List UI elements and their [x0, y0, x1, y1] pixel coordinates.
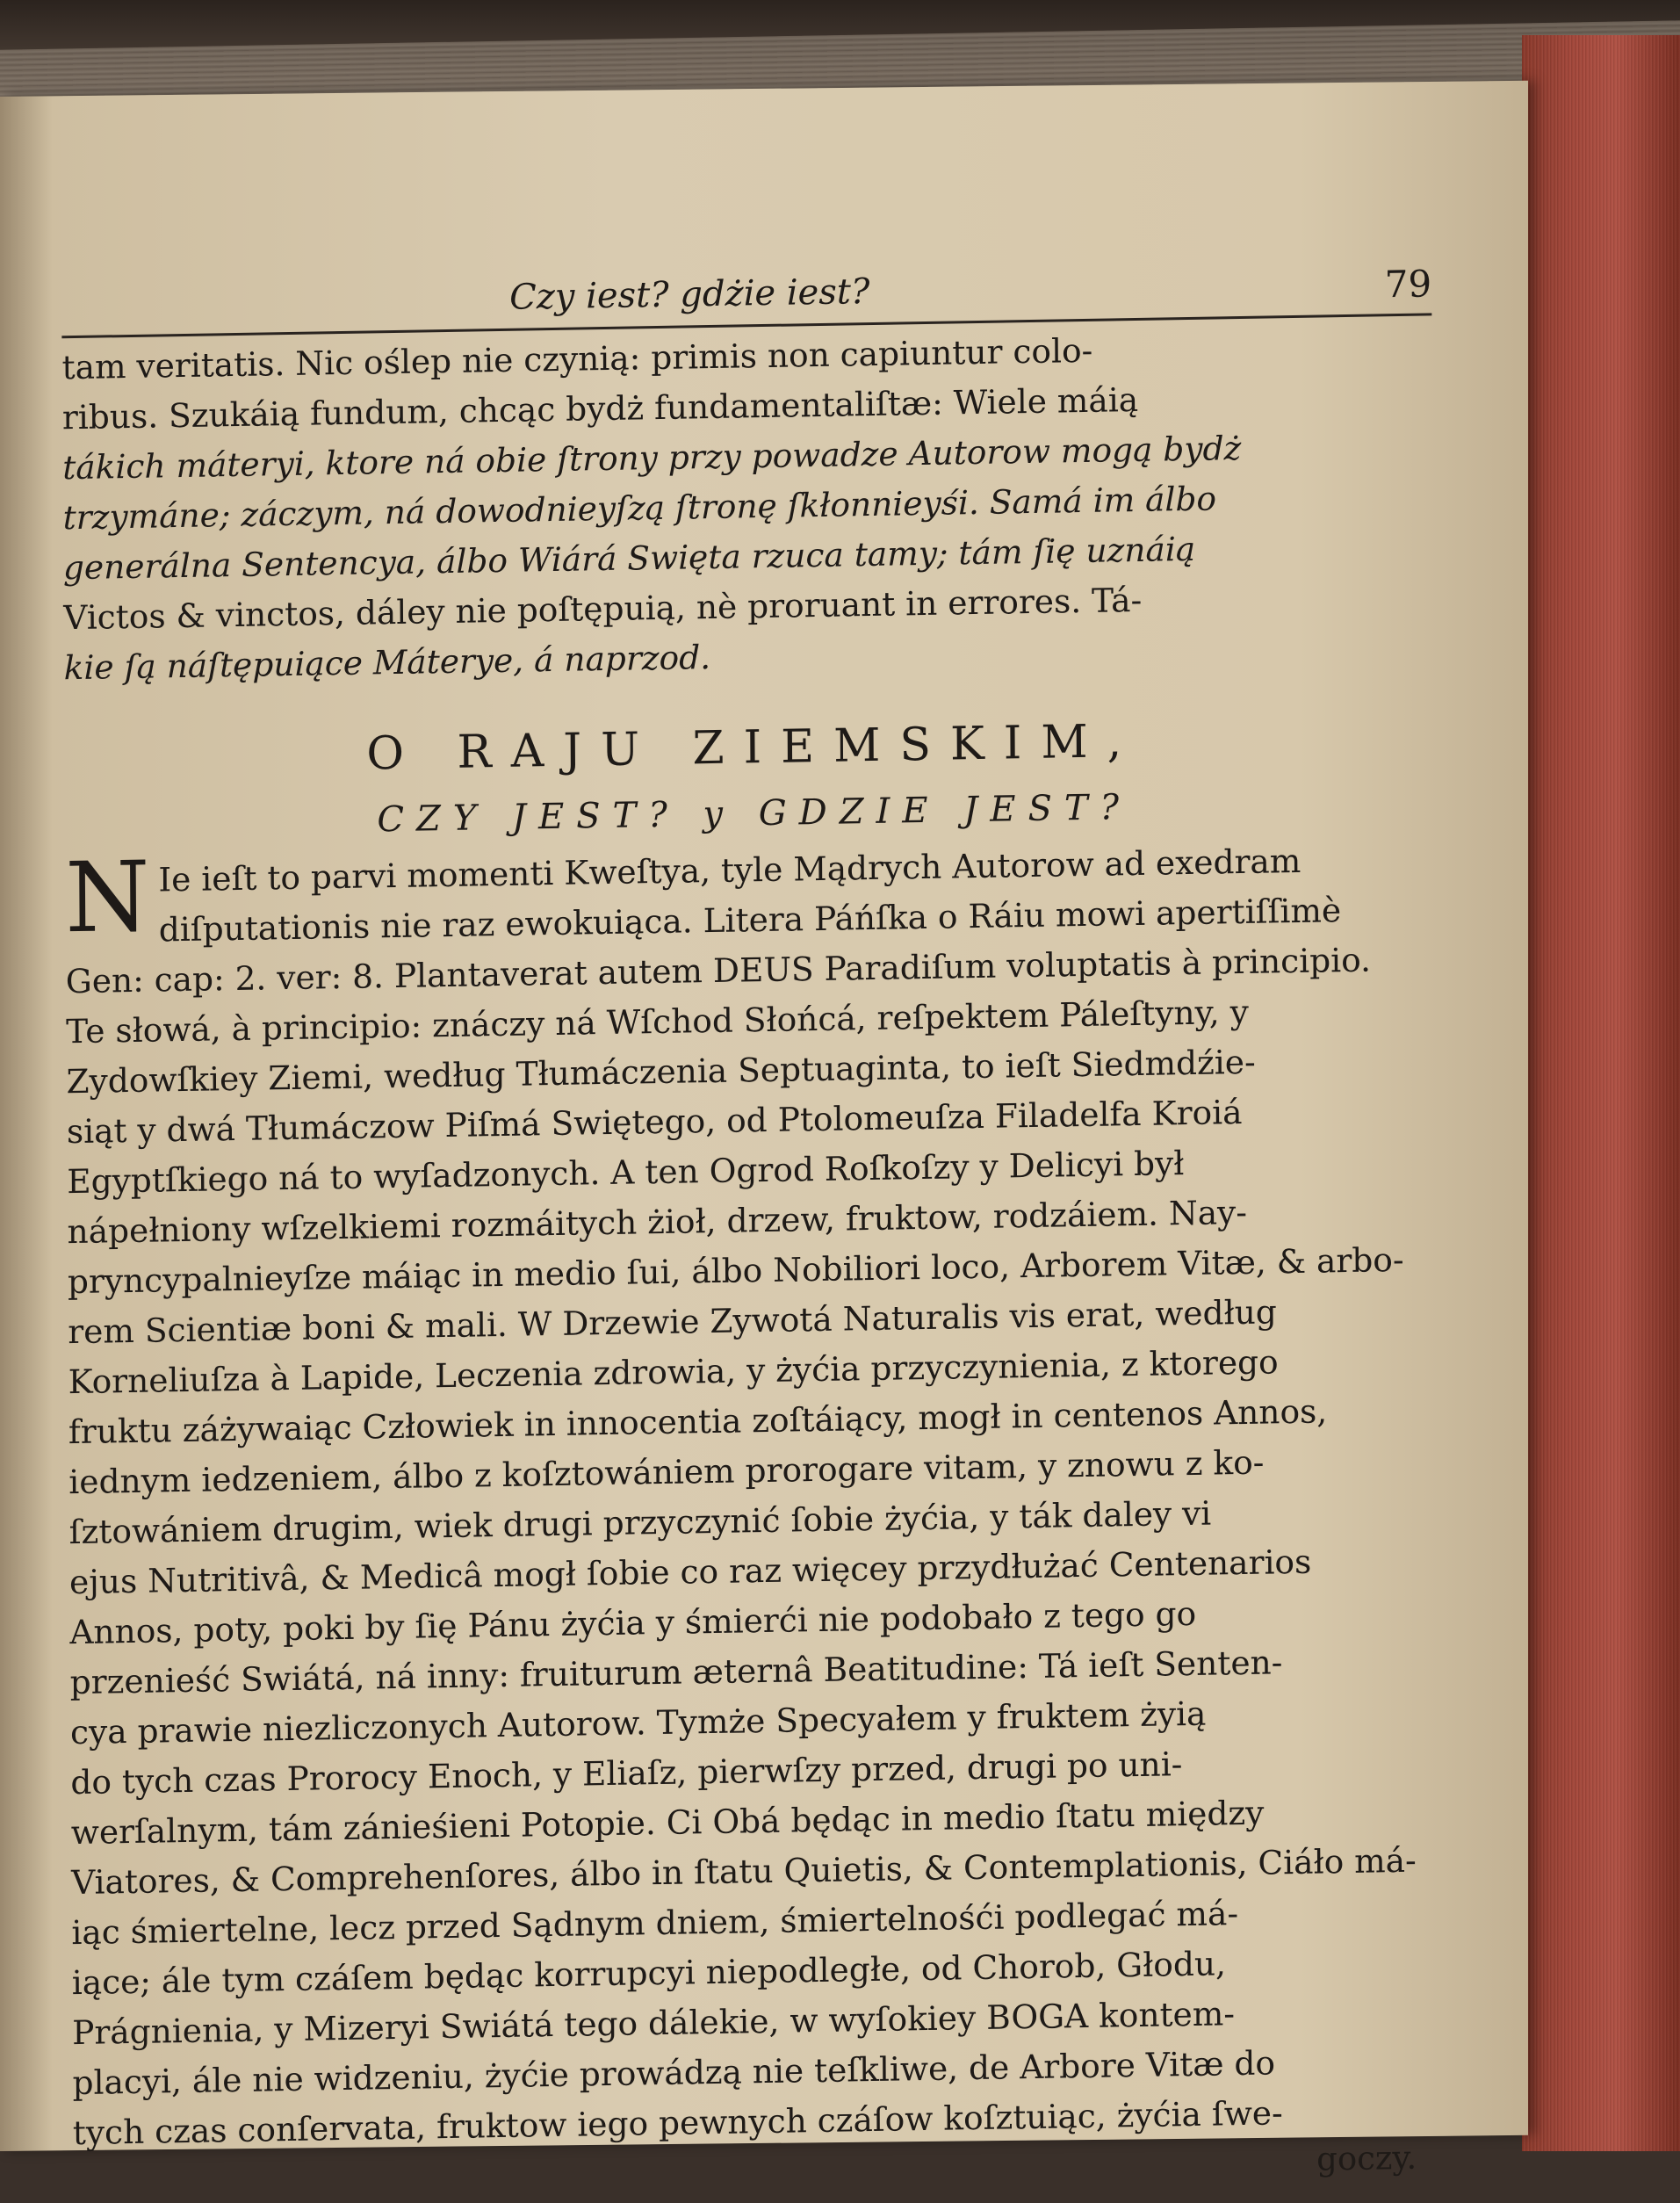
- text-line: iąc śmiertelne, lecz przed Sądnym dniem, śmiertelnośći podlegać má-: [71, 1894, 1239, 1953]
- text-line: Annos, poty, poki by ſię Pánu żyćia y śmierći nie podobało z tego go: [69, 1593, 1197, 1652]
- text-line: tam veritatis. Nic oślep nie czynią: primis non capiuntur colo-: [61, 330, 1093, 387]
- drop-cap: N: [64, 840, 150, 955]
- text-line: Victos & vinctos, dáley nie poſtępuią, nè proruant in errores. Tá-: [63, 580, 1143, 638]
- text-line: Ie ieſt to parvi momenti Kweſtya, tyle Mądrych Autorow ad exedram: [158, 841, 1301, 899]
- text-line: pryncypalnieyſze máiąc in medio ſui, álbo Nobiliori loco, Arborem Vitæ, & arbo-: [67, 1239, 1404, 1302]
- section-subheading: CZY JEST? y GDZIE JEST?: [377, 787, 1132, 841]
- text-line: kie ſą náſtępuiące Máterye, á naprzod.: [63, 638, 711, 688]
- text-line: cya prawie niezliczonych Autorow. Tymże Specyałem y fruktem żyią: [69, 1694, 1207, 1752]
- intro-paragraph: [61, 320, 1442, 693]
- text-line: Egyptſkiego ná to wyſadzonych. A ten Ogrod Roſkoſzy y Delicyi był: [67, 1144, 1185, 1202]
- text-line: Korneliuſza à Lapide, Leczenia zdrowia, y żyćia przyczynienia, z ktorego: [68, 1342, 1279, 1402]
- text-line: rem Scientiæ boni & mali. W Drzewie Zywotá Naturalis vis erat, według: [68, 1292, 1277, 1352]
- text-line: ejus Nutritivâ, & Medicâ mogł ſobie co raz więcey przydłużać Centenarios: [68, 1542, 1312, 1602]
- text-line: fruktu záżywaiąc Człowiek in innocentia zoſtáiący, mogł in centenos Annos,: [68, 1391, 1328, 1452]
- text-line: iące; ále tym czáſem będąc korrupcyi niepodległe, od Chorob, Głodu,: [71, 1944, 1227, 2003]
- text-line: przenieść Swiátá, ná inny: fruiturum æternâ Beatitudine: Tá ieſt Senten-: [69, 1643, 1283, 1702]
- text-line: Zydowſkiey Ziemi, według Tłumáczenia Septuaginta, to ieſt Siedmdźie-: [66, 1042, 1256, 1102]
- text-line: nápełniony wſzelkiemi rozmáitych żioł, drzew, fruktow, rodzáiem. Nay-: [67, 1192, 1248, 1252]
- book-page-edges: [1522, 35, 1680, 2151]
- text-line: tákich máteryi, ktore ná obie ſtrony przy powadze Autorow mogą bydż: [62, 428, 1242, 488]
- page-number: 79: [1384, 262, 1432, 307]
- text-line: trzymáne; záczym, ná dowodnieyſzą ſtronę ſkłonnieyśi. Samá im álbo: [62, 479, 1217, 538]
- text-line: Te słowá, à principio: znáczy ná Wſchod Słońcá, reſpektem Páleſtyny, y: [66, 992, 1249, 1051]
- catchword: goczy.: [1316, 2138, 1417, 2178]
- section-heading: O RAJU ZIEMSKIM,: [366, 714, 1142, 781]
- text-line: ſztowániem drugim, wiek drugi przyczynić ſobie żyćia, y ták daley vi: [68, 1493, 1212, 1552]
- text-line: siąt y dwá Tłumáczow Piſmá Swiętego, od Ptolomeuſza Filadelfa Kroiá: [66, 1092, 1243, 1152]
- text-line: Viatores, & Comprehenſores, álbo in ſtatu Quietis, & Contemplationis, Ciáło má-: [70, 1840, 1417, 1903]
- text-line: tych czas conſervata, fruktow iego pewnych czáſow koſztuiąc, żyćia ſwe-: [72, 2093, 1283, 2153]
- text-line: ribus. Szukáią fundum, chcąc bydż fundamentaliſtæ: Wiele máią: [61, 379, 1139, 437]
- text-line: werſalnym, tám zánieśieni Potopie. Ci Obá będąc in medio ſtatu między: [70, 1793, 1265, 1853]
- section-paragraph: [65, 834, 1452, 2158]
- text-line: Prágnienia, y Mizeryi Swiátá tego dálekie, w wyſokiey BOGA kontem-: [72, 1994, 1236, 2053]
- running-title: Czy iest? gdżie iest?: [508, 271, 870, 318]
- text-line: iednym iedzeniem, álbo z koſztowániem prorogare vitam, y znowu z ko-: [68, 1442, 1265, 1502]
- text-line: placyi, ále nie widzeniu, żyćie prowádzą nie teſkliwe, de Arbore Vitæ do: [72, 2043, 1276, 2103]
- text-block: [61, 262, 1452, 2202]
- text-line: diſputationis nie raz ewokuiąca. Litera Páńſka o Ráiu mowi apertiſſimè: [158, 891, 1342, 950]
- text-line: generálna Sentencya, álbo Wiárá Swięta rzuca tamy; tám ſię uznáią: [62, 529, 1196, 588]
- book-page: [0, 81, 1528, 2178]
- text-line: do tych czas Prorocy Enoch, y Eliaſz, pierwſzy przed, drugi po uni-: [70, 1744, 1183, 1802]
- text-line: Gen: cap: 2. ver: 8. Plantaverat autem DEUS Paradiſum voluptatis à principio.: [65, 940, 1372, 1001]
